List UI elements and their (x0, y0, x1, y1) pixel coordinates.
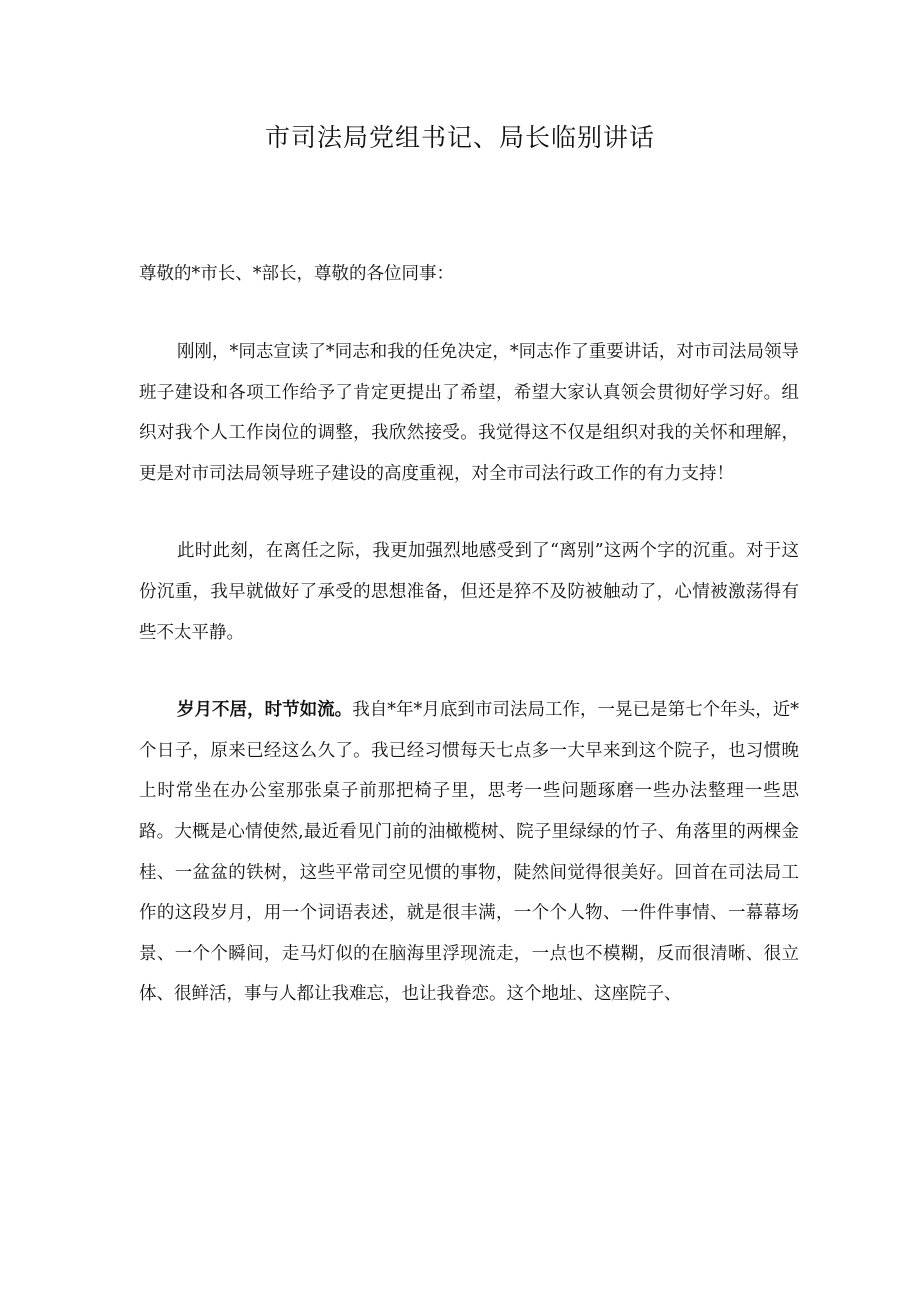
paragraph-2-text: 此时此刻，在离任之际，我更加强烈地感受到了“离别”这两个字的沉重。对于这份沉重，我早就做好了承受的思想准备，但还是猝不及防被触动了，心情被激荡得有些不太平静。 (139, 541, 799, 643)
paragraph-3-text: 我自*年*月底到市司法局工作，一晃已是第七个年头，近*个日子，原来已经这么久了。我已经习惯每天七点多一大早来到这个院子，也习惯晚上时常坐在办公室那张桌子前那把椅子里，思考一些问题琢磨一些办法整理一些思路。大概是心情使然,最近看见门前的油橄榄树、院子里绿绿的竹子、角落里的两棵金桂、一盆盆的铁树，这些平常司空见惯的事物，陡然间觉得很美好。回首在司法局工作的这段岁月，用一个词语表述，就是很丰满，一个个人物、一件件事情、一幕幕场景、一个个瞬间，走马灯似的在脑海里浮现流走，一点也不模糊，反而很清晰、很立体、很鲜活，事与人都让我难忘，也让我眷恋。这个地址、这座院子、 (139, 700, 800, 1005)
paragraph-1 (139, 332, 799, 494)
document-title: 市司法局党组书记、局长临别讲话 (264, 123, 655, 152)
paragraph-3-lead: 岁月不居，时节如流。 (177, 700, 353, 721)
document-body (139, 253, 799, 1015)
paragraph-2 (139, 531, 799, 653)
paragraph-spacer (139, 653, 799, 690)
paragraph-3 (139, 690, 799, 1015)
salutation: 尊敬的*市长、*部长，尊敬的各位同事： (139, 264, 454, 284)
paragraph-spacer (139, 494, 799, 531)
paragraph-1-text: 刚刚，*同志宣读了*同志和我的任免决定，*同志作了重要讲话，对市司法局领导班子建设和各项工作给予了肯定更提出了希望，希望大家认真领会贯彻好学习好。组织对我个人工作岗位的调整，我欣然接受。我觉得这不仅是组织对我的关怀和理解，更是对市司法局领导班子建设的高度重视，对全市司法行政工作的有力支持！ (139, 342, 799, 484)
paragraph-spacer (139, 295, 799, 332)
